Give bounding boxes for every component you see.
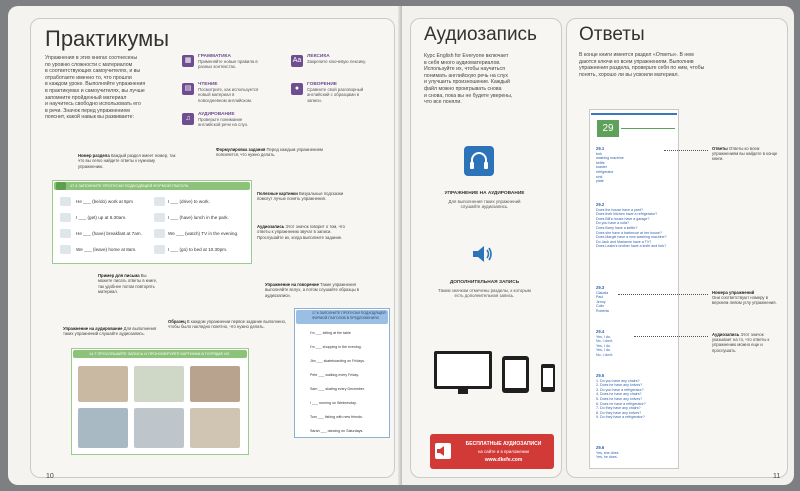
exercise-row: He ___ (have) breakfast at 7am. <box>76 231 142 236</box>
leader-line <box>634 336 708 337</box>
exercise-row: Jim ___ skateboarding on Fridays. <box>310 359 365 363</box>
reading-icon: ▤ <box>182 83 194 95</box>
grammar-icon: ▦ <box>182 55 194 67</box>
exercise-row: I ___ (go) to bed at 10.30pm. <box>168 247 228 252</box>
callout-audio: Аудиозапись Этот значок говорит о том, что ответы к упражнению звучат в записи. Прослушайте их, когда выполните задание. <box>257 224 346 240</box>
alarm-clock-picture <box>60 197 71 206</box>
note-audio: Аудиозапись Этот значок указывает на то, что ответы к упражнению можно еще и прослушать. <box>712 332 770 353</box>
tablet-icon <box>502 356 529 393</box>
exercise-row: I ___ (have) lunch in the park. <box>168 215 229 220</box>
car-picture <box>154 197 165 206</box>
note-exercise-numbers: Номера упражнений Они соответствуют номеру в верхнем левом углу упражнения. <box>712 290 777 306</box>
callout-instruction: Формулировка задания Перед каждым упражнением поясняется, что нужно делать. <box>216 147 323 158</box>
monitor-icon <box>434 351 492 389</box>
tree-picture <box>154 213 165 222</box>
free-audio-banner[interactable] <box>430 434 554 469</box>
banner-url[interactable]: www.dkefe.com <box>484 457 523 463</box>
exercise-header: 14.7 ПРОСЛУШАЙТЕ ЗАПИСЬ И ПРОНУМЕРУЙТЕ КАРТИНКИ В ПОРЯДКЕ ИХ ОПИСАНИЯ <box>73 350 247 358</box>
exercise-row: Sarah ___ dancing on Saturdays. <box>310 429 364 433</box>
scene-picture <box>190 408 240 448</box>
listening-icon: ♫ <box>182 113 194 125</box>
note-answers: Ответы Ответы ко всем упражнениям вы найдете в конце книги. <box>712 146 778 162</box>
callout-sample: Пример для письма Вы можете писать ответы в книге, так удобнее потом повторять материал. <box>98 273 158 294</box>
page-number: 11 <box>773 473 781 480</box>
callout-model: Образец В каждом упражнении первое задание выполнено, чтобы было наглядно понятно, что нужно делать. <box>168 319 287 330</box>
feature-vocabulary: ЛЕКСИКА Закрепите ключевую лексику. <box>307 54 367 65</box>
scene-picture <box>190 366 240 402</box>
scene-picture <box>134 408 184 448</box>
feature-listening: АУДИРОВАНИЕ Проверьте понимание английской речи на слух. <box>198 112 249 128</box>
audio-title: Аудиозапись <box>424 24 537 45</box>
callout-exercise-number: Номер раздела Каждый раздел имеет номер, так что вы легко найдете ответы к нужному упражнению. <box>78 153 176 169</box>
feature-grammar: ГРАММАТИКА Применяйте новые правила в разных контекстах. <box>198 54 258 70</box>
right-page <box>402 6 794 485</box>
callout-listening: Упражнение на аудирование Для выполнения таких упражнений слушайте аудиозапись. <box>63 326 157 337</box>
exercise-row: Pete ___ walking every Friday. <box>310 373 359 377</box>
listening-heading: УПРАЖНЕНИЕ НА АУДИРОВАНИЕ <box>444 191 525 196</box>
callout-speaking: Упражнение на говорение Такие упражнения выполняйте вслух, а потом слушайте образцы в аудиозаписи. <box>265 282 360 298</box>
listening-text: Для выполнения таких упражнений слушайте аудиозапись. <box>448 199 521 210</box>
page-title: Практикумы <box>45 26 170 51</box>
scene-picture <box>134 366 184 402</box>
banner-line: на сайте и в приложении <box>477 449 529 454</box>
audio-intro: Курс English for Everyone включает в себя много аудиоматериалов. Используйте их, чтобы научиться понимать английскую речь на слух и улучшить произношение. Каждый файл можно проигрывать снова и снова, пока вы не будете уверены, что все поняли. <box>424 53 513 106</box>
answers-title: Ответы <box>579 24 645 45</box>
breakfast-picture <box>60 229 71 238</box>
exercise-row: I ___ running on Wednesday. <box>310 401 357 405</box>
vocabulary-icon: Aa <box>291 55 303 67</box>
answer-block-29-1: 29.1 fork washing machine kettle toaster refrigerator sink plate <box>596 146 624 184</box>
scene-picture <box>78 366 128 402</box>
feature-speaking: ГОВОРЕНИЕ Сравните свой разговорный английский с образцами в записи. <box>307 82 364 103</box>
left-page <box>8 6 402 485</box>
page-number: 10 <box>46 473 54 480</box>
exercise-row: Sam ___ skating every December. <box>310 387 365 391</box>
answers-top-bar <box>591 113 677 115</box>
divider <box>621 128 675 129</box>
tv-picture <box>154 229 165 238</box>
exercise-header: 17.6 ЗАПОЛНИТЕ ПРОПУСКИ ПОДХОДЯЩЕЙ ФОРМОЙ ГЛАГОЛОВ В ПРЕДЛОЖЕНИЯХ <box>296 310 388 324</box>
bed-picture <box>154 245 165 254</box>
grammar-icon <box>56 182 66 190</box>
exercise-header: 17.4 ЗАПОЛНИТЕ ПРОПУСКИ ПОДХОДЯЩЕЙ ФОРМОЙ ГЛАГОЛА <box>54 182 250 190</box>
answer-block-29-4: 29.4 Yes, I do. No, I don't. Yes, I do. Yes, I do. No, I don't. <box>596 329 614 357</box>
scene-picture <box>78 408 128 448</box>
extra-audio-text: Таким значком отмечены разделы, к которым есть дополнительная запись. <box>438 288 531 299</box>
exercise-row: I'm ___ sitting at the table <box>310 331 351 335</box>
exercise-row: He ___ (be/do) work at 5pm <box>76 199 133 204</box>
feature-reading: ЧТЕНИЕ Посмотрите, как используется новый материал в повседневном английском. <box>198 82 259 103</box>
phone-icon <box>541 364 555 392</box>
speaking-icon: ● <box>291 83 303 95</box>
extra-audio-heading: ДОПОЛНИТЕЛЬНАЯ ЗАПИСЬ <box>449 280 520 285</box>
exercise-row: We ___ (watch) TV in the evening. <box>168 231 239 236</box>
answer-block-29-5: 29.5 1. Do you have any chairs? 2. Does he have any knives? 3. Do you have a refrigerator? 4. Does he have any chairs? 5. Does he have any knives? 6. Does he have a refrigerator? 7. Do they have any chairs? 8. Do they have any knives? 9. Do they have a refrigerator? <box>596 373 646 420</box>
monitor-stand <box>458 389 468 394</box>
banner-line: БЕСПЛАТНЫЕ АУДИОЗАПИСИ <box>465 441 542 447</box>
leader-line <box>664 150 708 151</box>
answer-block-29-3: 29.3 Claudia Paul Jenny Colin Roberta <box>596 285 609 313</box>
intro-text: Упражнения в этих книгах соотнесены по уровню сложности с материалом в соответствующих самоучителях, и вы отработаете именно то, что прошли в каждом уроке. Выполняйте упражнения в практикумах и самоучителях, вы лучше запомните пройденный материал и научитесь свободно использовать его в речи. Значок перед упражнением пояснит, какой навык вы развиваете: <box>45 55 146 121</box>
exercise-row: I'm ___ shopping in the evening. <box>310 345 362 349</box>
leader-line <box>618 294 708 295</box>
shower-picture <box>60 213 71 222</box>
callout-pictures: Полезные картинки Визуальные подсказки помогут лучше понять упражнения. <box>257 191 344 202</box>
exercise-row: Tom ___ fishing with new friends. <box>310 415 363 419</box>
exercise-row: I ___ (drive) to work. <box>168 199 210 204</box>
door-picture <box>60 245 71 254</box>
answers-intro: В конце книги имеется раздел «Ответы». В нем даются ключи ко всем упражнениям. Выполнив упражнения раздела, проверьте себя по ним, чтобы понять, хорошо ли вы усвоили материал. <box>579 52 705 78</box>
speaker-icon <box>470 242 494 266</box>
answer-block-29-6: 29.6 Yes, she does. Yes, he does. <box>596 445 620 460</box>
answers-number-badge: 29 <box>597 120 619 137</box>
answer-block-29-2: 29.2 Does the house have a yard? Does their kitchen have a refrigerator? Does Bill's house have a garage? Do you have a sofa? Does Barry have a kettle? Does she have a barbecue at her house? Does Margie have a new washing machine? Do Jack and Marianne have a TV? Does Leaks's brother have a knife and fork? <box>596 202 667 249</box>
speaker-icon <box>435 443 451 459</box>
headphones-icon <box>464 146 494 176</box>
exercise-row: I ___ (get) up at 6.30am. <box>76 215 127 220</box>
exercise-row: We ___ (leave) home at 8am. <box>76 247 137 252</box>
